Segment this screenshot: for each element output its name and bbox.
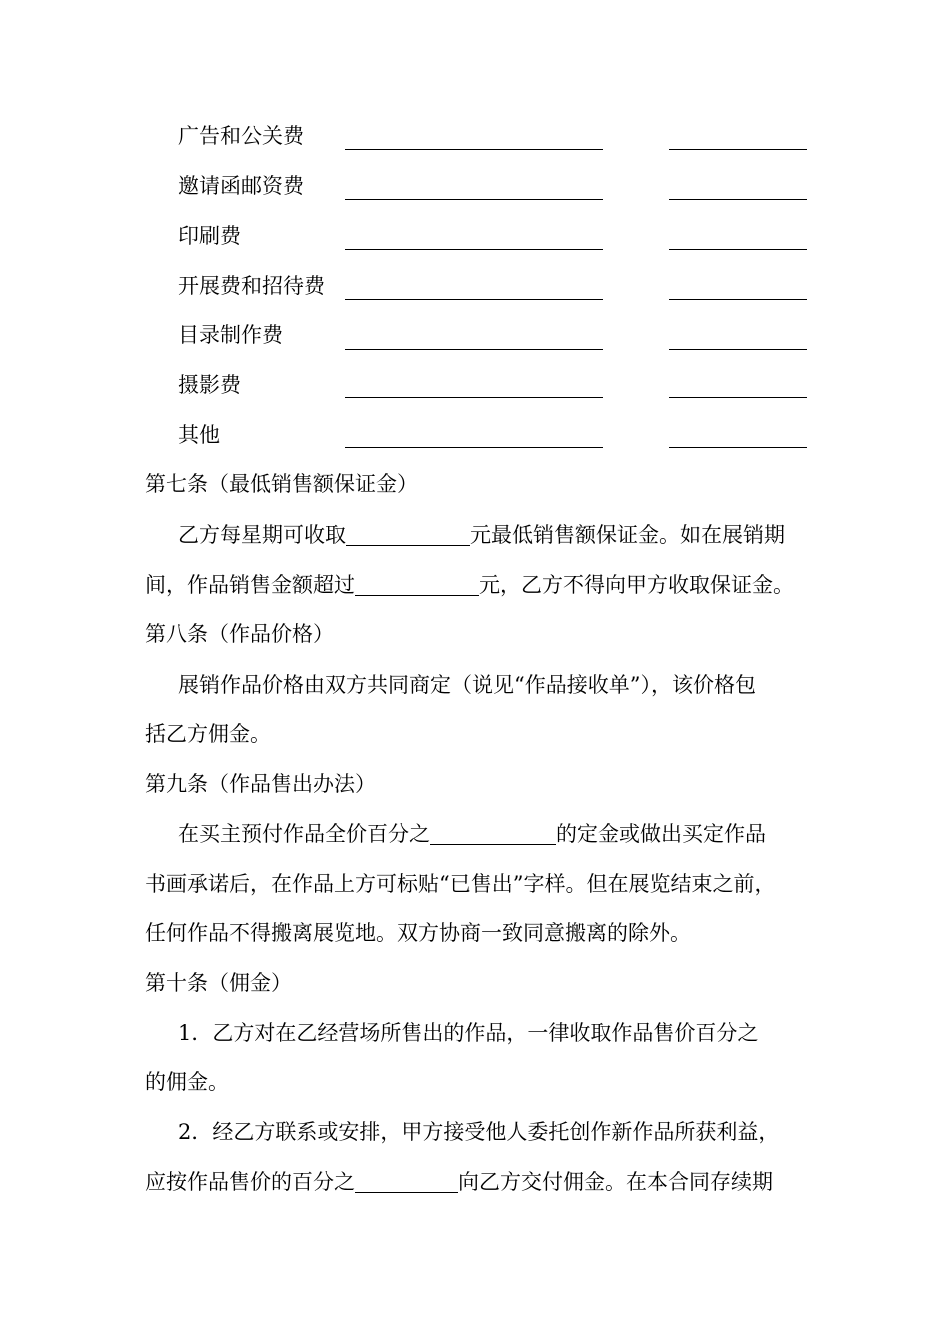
percent-blank [355,1170,458,1193]
expense-label: 邀请函邮资费 [178,174,304,198]
article-7-paragraph-line: 间，作品销售金额超过 元，乙方不得向甲方收取保证金。 [145,573,794,597]
expense-amount-blank [345,149,603,150]
amount-blank [346,523,470,546]
expense-note-blank [669,397,807,398]
article-10-item-line: 应按作品售价的百分之 向乙方交付佣金。在本合同存续期 [145,1170,773,1194]
article-10-heading: 第十条（佣金） [145,971,292,995]
percent-blank [430,822,556,845]
article-10-item-line: 的佣金。 [145,1070,229,1094]
expense-note-blank [669,249,807,250]
expense-label: 摄影费 [178,373,241,397]
expense-note-blank [669,299,807,300]
expense-amount-blank [345,299,603,300]
expense-label: 印刷费 [178,224,241,248]
article-10-item-line: 2．经乙方联系或安排，甲方接受他人委托创作新作品所获利益， [178,1120,780,1144]
expense-note-blank [669,149,807,150]
expense-note-blank [669,447,807,448]
article-9-paragraph-line: 在买主预付作品全价百分之 的定金或做出买定作品 [178,822,766,846]
article-8-paragraph-line: 括乙方佣金。 [145,722,271,746]
expense-label: 目录制作费 [178,323,283,347]
expense-amount-blank [345,249,603,250]
article-9-heading: 第九条（作品售出办法） [145,772,376,796]
expense-label: 广告和公关费 [178,124,304,148]
article-9-paragraph-line: 书画承诺后，在作品上方可标贴“已售出”字样。但在展览结束之前， [145,872,776,896]
article-9-paragraph-line: 任何作品不得搬离展览地。双方协商一致同意搬离的除外。 [145,921,691,945]
expense-amount-blank [345,199,603,200]
expense-label: 开展费和招待费 [178,274,325,298]
expense-amount-blank [345,349,603,350]
article-7-paragraph-line: 乙方每星期可收取 元最低销售额保证金。如在展销期 [178,523,785,547]
article-8-paragraph-line: 展销作品价格由双方共同商定（说见“作品接收单”），该价格包 [178,673,756,697]
amount-blank [355,573,479,596]
expense-amount-blank [345,397,603,398]
expense-note-blank [669,199,807,200]
article-10-item-line: 1．乙方对在乙经营场所售出的作品，一律收取作品售价百分之 [178,1021,759,1045]
article-7-heading: 第七条（最低销售额保证金） [145,472,418,496]
expense-label: 其他 [178,423,220,447]
article-8-heading: 第八条（作品价格） [145,622,334,646]
expense-note-blank [669,349,807,350]
expense-amount-blank [345,447,603,448]
